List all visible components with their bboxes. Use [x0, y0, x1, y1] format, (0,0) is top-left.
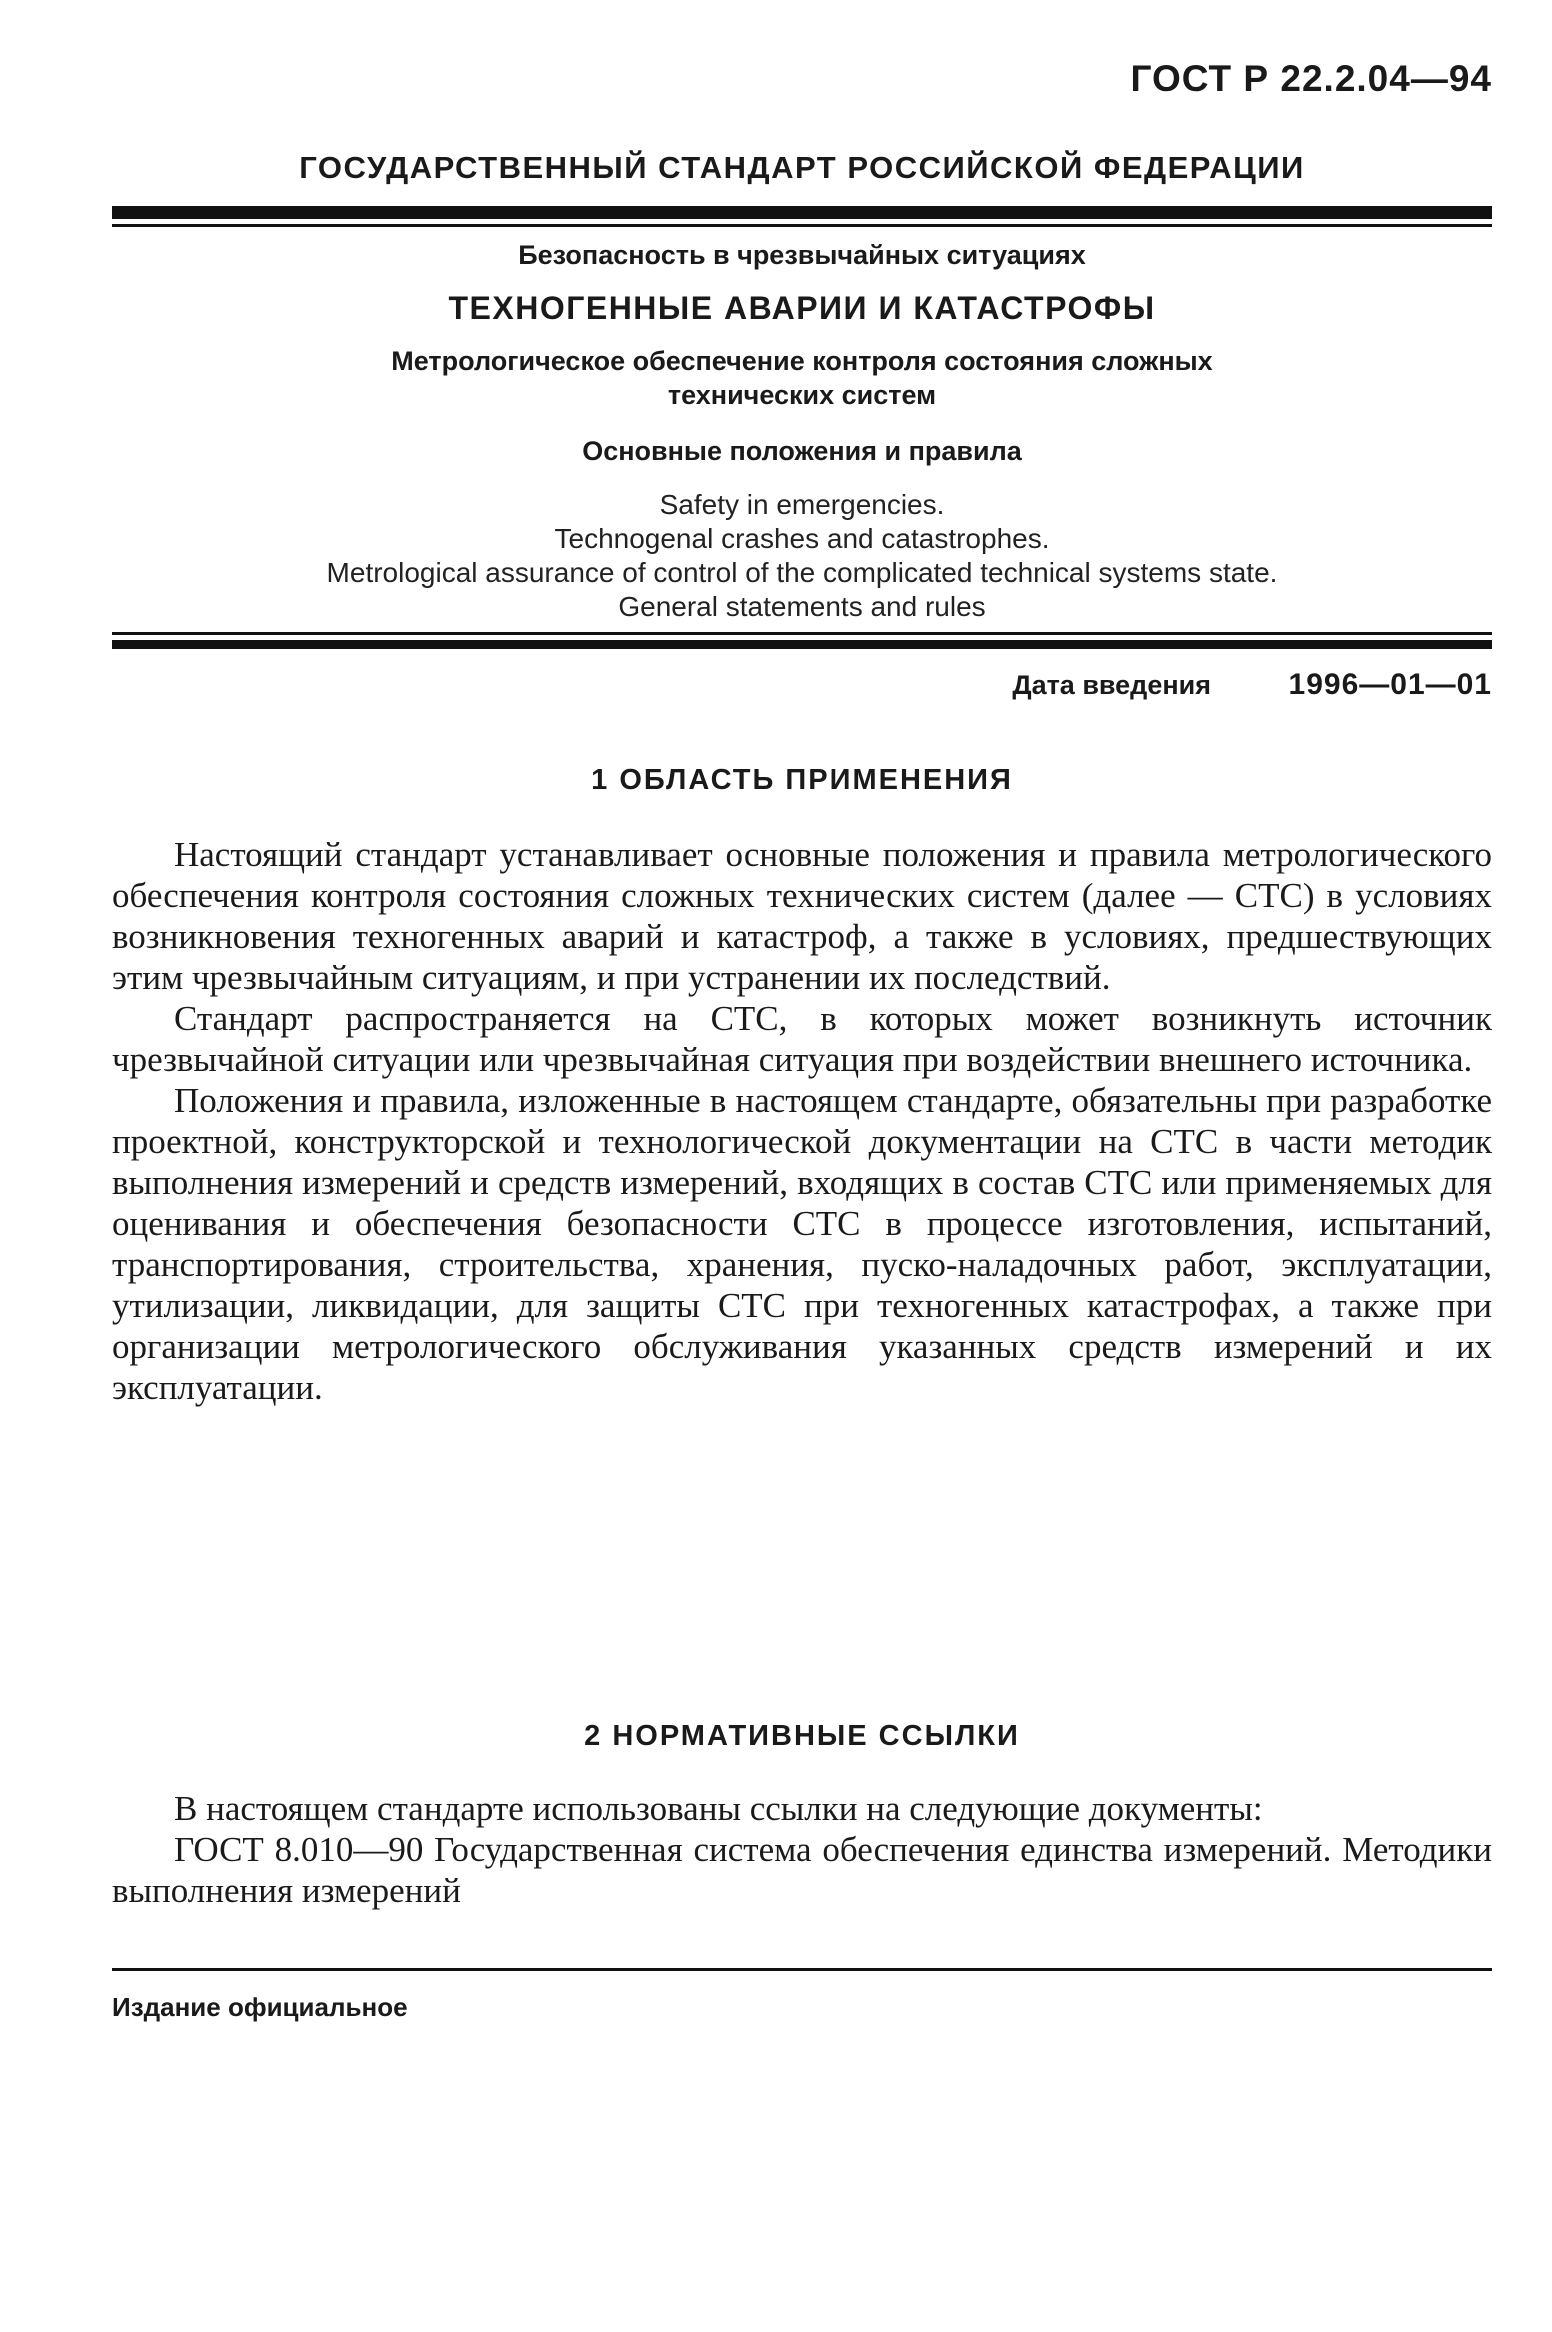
english-line1: Safety in emergencies. — [659, 489, 945, 520]
subtitle-metrology — [112, 344, 1492, 412]
paragraph: Настоящий стандарт устанавливает основные положения и правила метрологического обеспечения контроля состояния сложных технических систем (далее — СТС) в условиях возникновения техногенных аварий и катастроф, а также в условиях, предшествующих этим чрезвычайным ситуациям, и при устранении их последствий. — [112, 835, 1492, 997]
subtitle-safety: Безопасность в чрезвычайных ситуациях — [518, 240, 1086, 270]
standard-title: ГОСУДАРСТВЕННЫЙ СТАНДАРТ РОССИЙСКОЙ ФЕДЕРАЦИИ — [299, 150, 1305, 185]
subtitle-english — [112, 488, 1492, 624]
header-rule-thin — [112, 224, 1492, 227]
title-rule-thick — [112, 640, 1492, 649]
paragraph: Стандарт распространяется на СТС, в которых может возникнуть источник чрезвычайной ситуации или чрезвычайная ситуация при воздействии внешнего источника. — [112, 999, 1492, 1079]
paragraph: Положения и правила, изложенные в настоящем стандарте, обязательны при разработке проектной, конструкторской и технологической документации на СТС в части методик выполнения измерений и средств измерений, входящих в состав СТС или применяемых для оценивания и обеспечения безопасности СТС в процессе изготовления, испытаний, транспортирования, строительства, хранения, пуско-наладочных работ, эксплуатации, утилизации, ликвидации, для защиты СТС при техногенных катастрофах, а также при организации метрологического обслуживания указанных средств измерений и их эксплуатации. — [112, 1081, 1492, 1407]
english-line4: General statements and rules — [618, 591, 986, 622]
introduction-date — [1012, 668, 1492, 702]
subtitle-basic: Основные положения и правила — [582, 436, 1022, 466]
section-body-references — [112, 1788, 1492, 1911]
standard-number: ГОСТ Р 22.2.04—94 — [1130, 58, 1492, 99]
english-line2: Technogenal crashes and catastrophes. — [554, 523, 1050, 554]
subtitle-main: ТЕХНОГЕННЫЕ АВАРИИ И КАТАСТРОФЫ — [448, 290, 1156, 326]
header-rule-thick — [112, 206, 1492, 219]
english-line3: Metrological assurance of control of the complicated technical systems state. — [326, 557, 1278, 588]
subtitle-metrology-line2: технических систем — [667, 380, 937, 410]
edition-label: Издание официальное — [112, 1992, 408, 2022]
section-body-scope — [112, 834, 1492, 1408]
introduction-date-value: 1996—01—01 — [1288, 668, 1492, 701]
title-rule-thin — [112, 632, 1492, 635]
paragraph: ГОСТ 8.010—90 Государственная система обеспечения единства измерений. Методики выполнения измерений — [112, 1830, 1492, 1910]
paragraph: В настоящем стандарте использованы ссылки на следующие документы: — [174, 1789, 1263, 1828]
subtitle-metrology-line1: Метрологическое обеспечение контроля состояния сложных — [391, 346, 1213, 376]
section-heading-references: 2 НОРМАТИВНЫЕ ССЫЛКИ — [584, 1720, 1020, 1752]
section-heading-scope: 1 ОБЛАСТЬ ПРИМЕНЕНИЯ — [591, 764, 1013, 796]
footer-rule — [112, 1968, 1492, 1971]
introduction-date-label: Дата введения — [1012, 670, 1211, 700]
